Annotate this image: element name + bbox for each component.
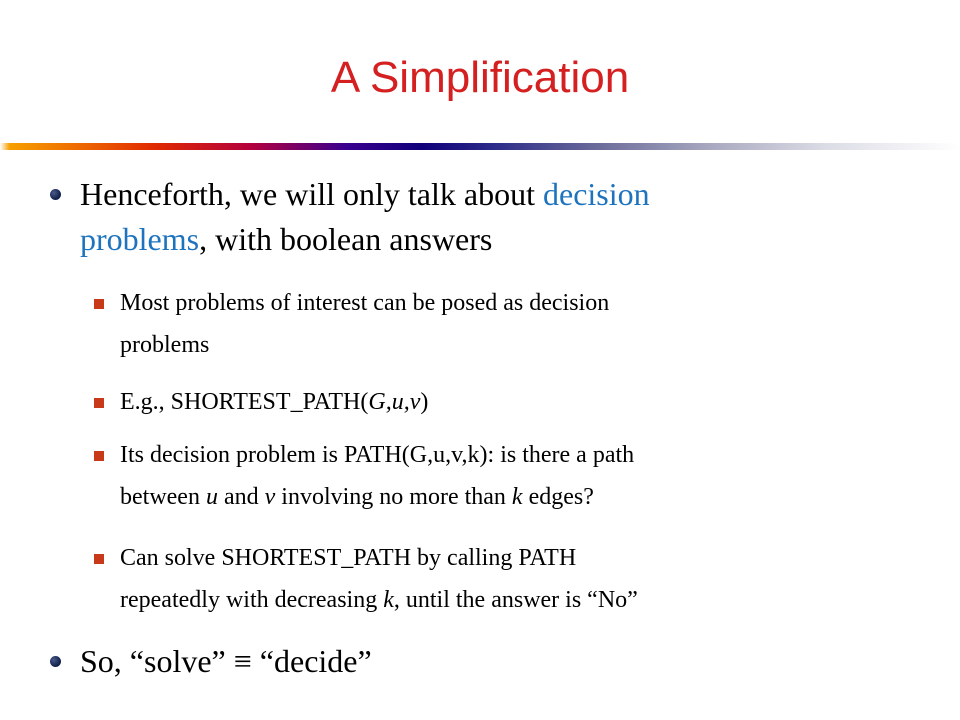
highlight-term: problems — [80, 221, 200, 257]
sub-bullet-text: repeatedly with decreasing — [120, 587, 384, 613]
sub-bullet-text: and — [217, 484, 265, 510]
bullet-text: Henceforth, we will only talk about — [80, 176, 543, 212]
sub-bullet-text: E.g., SHORTEST_PATH( — [120, 389, 369, 415]
sub-bullet-text: , until the answer is “No” — [393, 587, 638, 613]
main-bullet-icon — [50, 656, 61, 667]
function-args: G,u,v — [368, 389, 421, 415]
sub-bullet-text: Its decision problem is PATH(G,u,v,k): is there a path — [120, 442, 635, 468]
sub-bullet-text: ) — [420, 389, 429, 415]
main-bullet-icon — [50, 189, 61, 200]
slide-title: A Simplification — [330, 53, 630, 102]
sub-bullet-text: Most problems of interest can be posed as decision — [120, 290, 610, 316]
sub-bullet-icon — [94, 398, 104, 408]
bullet-decision-problems — [80, 172, 860, 262]
sub-bullet-text: problems — [120, 332, 210, 358]
sub-bullet-posed-as-decision — [120, 282, 860, 366]
sub-bullet-example — [120, 381, 860, 423]
variable-k: k — [383, 587, 394, 613]
variable-u: u — [205, 484, 218, 510]
variable-v: v — [264, 484, 276, 510]
sub-bullet-icon — [94, 451, 104, 461]
sub-bullet-text: between — [120, 484, 206, 510]
sub-bullet-text: involving no more than — [275, 484, 512, 510]
sub-bullet-icon — [94, 299, 104, 309]
title-divider — [0, 143, 960, 150]
bullet-text: So, “solve” ≡ “decide” — [80, 643, 372, 679]
bullet-text: , with boolean answers — [199, 221, 493, 257]
sub-bullet-text: Can solve SHORTEST_PATH by calling PATH — [120, 545, 577, 571]
sub-bullet-solve-shortest-path — [120, 537, 860, 621]
bullet-solve-decide — [80, 639, 860, 684]
highlight-term: decision — [542, 176, 650, 212]
sub-bullet-decision-problem — [120, 434, 860, 518]
variable-k: k — [511, 484, 523, 510]
sub-bullet-text: edges? — [522, 484, 594, 510]
sub-bullet-icon — [94, 554, 104, 564]
